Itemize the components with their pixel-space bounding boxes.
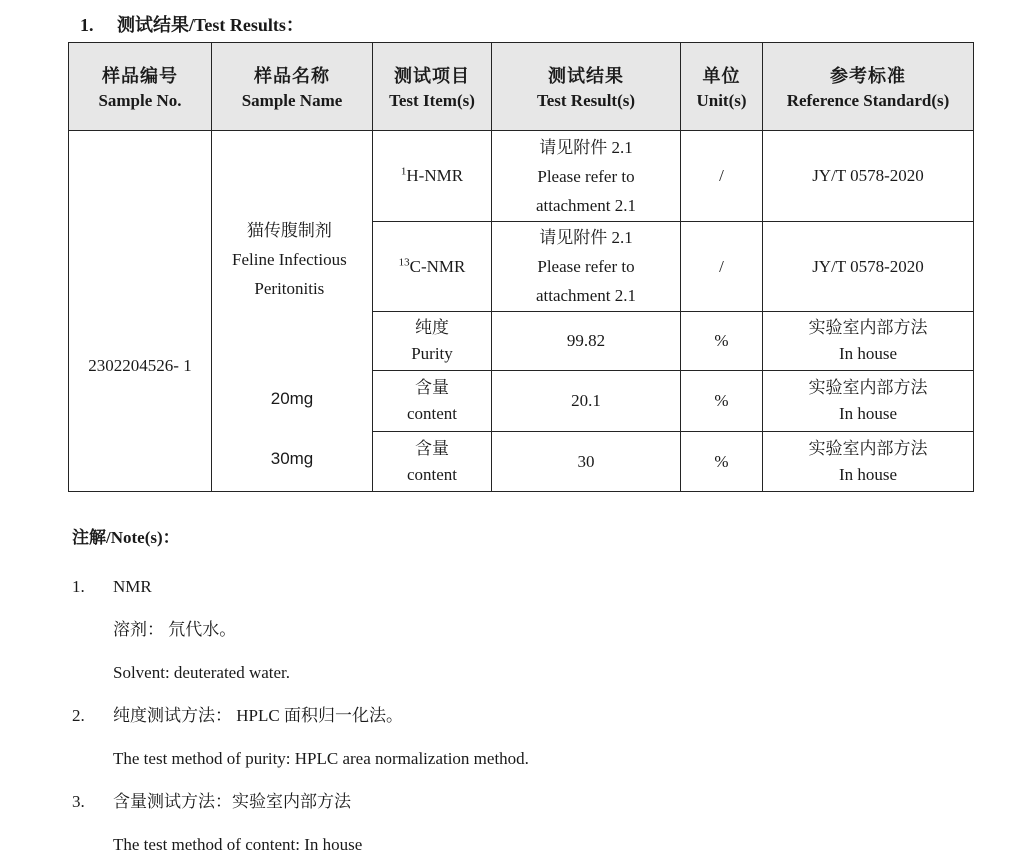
test-item-zh: 含量 <box>415 438 449 458</box>
notes-heading: 注解/Note(s)： <box>72 528 180 547</box>
test-item-zh: 含量 <box>415 378 449 397</box>
test-item-value: H-NMR <box>406 166 464 185</box>
reference-standard-cell <box>763 432 974 492</box>
test-item-en: content <box>406 464 458 484</box>
sample-name-en-line1: Feline Infectious <box>232 250 347 269</box>
test-item-cell <box>373 131 492 222</box>
note-number: 2. <box>72 706 85 725</box>
sample-name-cell <box>212 131 373 492</box>
note-text: NMR <box>113 577 152 596</box>
test-result-cell <box>492 131 681 222</box>
standard-zh: 实验室内部方法 <box>808 318 928 337</box>
table-header-row <box>69 43 974 131</box>
note-item-3 <box>72 791 529 856</box>
reference-standard-cell: JY/T 0578-2020 <box>763 222 974 312</box>
unit-cell: % <box>681 432 763 492</box>
test-item-en: Purity <box>411 344 453 363</box>
sample-name-block <box>232 216 347 303</box>
test-results-table <box>68 42 974 492</box>
result-line: 请见附件 2.1 <box>539 137 633 157</box>
test-item-cell <box>373 371 492 432</box>
note-text: The test method of content: In house <box>113 835 363 854</box>
test-item-cell <box>373 432 492 492</box>
col-header-reference-standard: 参考标准 Reference Standard(s) <box>763 43 974 131</box>
result-line: attachment 2.1 <box>535 286 637 305</box>
col-header-sample-name: 样品名称 Sample Name <box>212 43 373 131</box>
sample-no-cell <box>69 131 212 492</box>
section-title-text: 测试结果/Test Results： <box>117 15 304 35</box>
col-header-sample-no: 样品编号 Sample No. <box>69 43 212 131</box>
unit-cell: / <box>681 131 763 222</box>
table-row-hnmr <box>69 131 974 222</box>
test-item-cell <box>373 312 492 371</box>
note-item-1 <box>72 576 529 684</box>
test-result-cell <box>492 222 681 312</box>
sub-sample-30mg-label: 30mg <box>270 449 314 468</box>
unit-cell: % <box>681 312 763 371</box>
col-header-test-item: 测试项目 Test Item(s) <box>373 43 492 131</box>
sample-name-en-line2: Peritonitis <box>254 279 325 298</box>
unit-cell: % <box>681 371 763 432</box>
section-title <box>80 13 304 37</box>
test-item-cell <box>373 222 492 312</box>
section-number: 1. <box>80 15 94 35</box>
sample-no-value: 2302204526- 1 <box>88 356 192 375</box>
sub-sample-20mg-label: 20mg <box>270 389 314 408</box>
notes-section <box>72 527 529 861</box>
result-line: 请见附件 2.1 <box>539 228 633 247</box>
note-text: 含量测试方法：实验室内部方法 <box>113 792 351 811</box>
note-text: 溶剂： 氘代水。 <box>113 620 237 639</box>
test-result-cell: 20.1 <box>492 371 681 432</box>
test-item-en: content <box>406 404 458 423</box>
reference-standard-cell <box>763 312 974 371</box>
test-result-cell: 99.82 <box>492 312 681 371</box>
result-line: Please refer to <box>537 166 635 186</box>
sample-name-zh: 猫传腹制剂 <box>246 221 332 240</box>
result-line: attachment 2.1 <box>535 195 637 215</box>
isotope-superscript: 13 <box>398 255 410 268</box>
standard-zh: 实验室内部方法 <box>808 378 928 397</box>
note-text: 纯度测试方法： HPLC 面积归一化法。 <box>113 706 403 725</box>
result-line: Please refer to <box>537 257 635 276</box>
note-number: 1. <box>72 577 85 596</box>
note-number: 3. <box>72 792 85 811</box>
note-text: The test method of purity: HPLC area normalization method. <box>113 749 529 768</box>
unit-cell: / <box>681 222 763 312</box>
reference-standard-cell <box>763 371 974 432</box>
standard-zh: 实验室内部方法 <box>808 438 928 458</box>
col-header-test-result: 测试结果 Test Result(s) <box>492 43 681 131</box>
reference-standard-cell: JY/T 0578-2020 <box>763 131 974 222</box>
standard-en: In house <box>838 464 898 484</box>
test-result-cell: 30 <box>492 432 681 492</box>
note-text: Solvent: deuterated water. <box>113 663 291 682</box>
note-item-2 <box>72 705 529 770</box>
standard-en: In house <box>838 344 898 363</box>
col-header-unit: 单位 Unit(s) <box>681 43 763 131</box>
isotope-superscript: 1 <box>400 165 407 178</box>
test-item-value: C-NMR <box>409 256 466 276</box>
standard-en: In house <box>838 404 898 423</box>
test-item-zh: 纯度 <box>415 318 449 337</box>
